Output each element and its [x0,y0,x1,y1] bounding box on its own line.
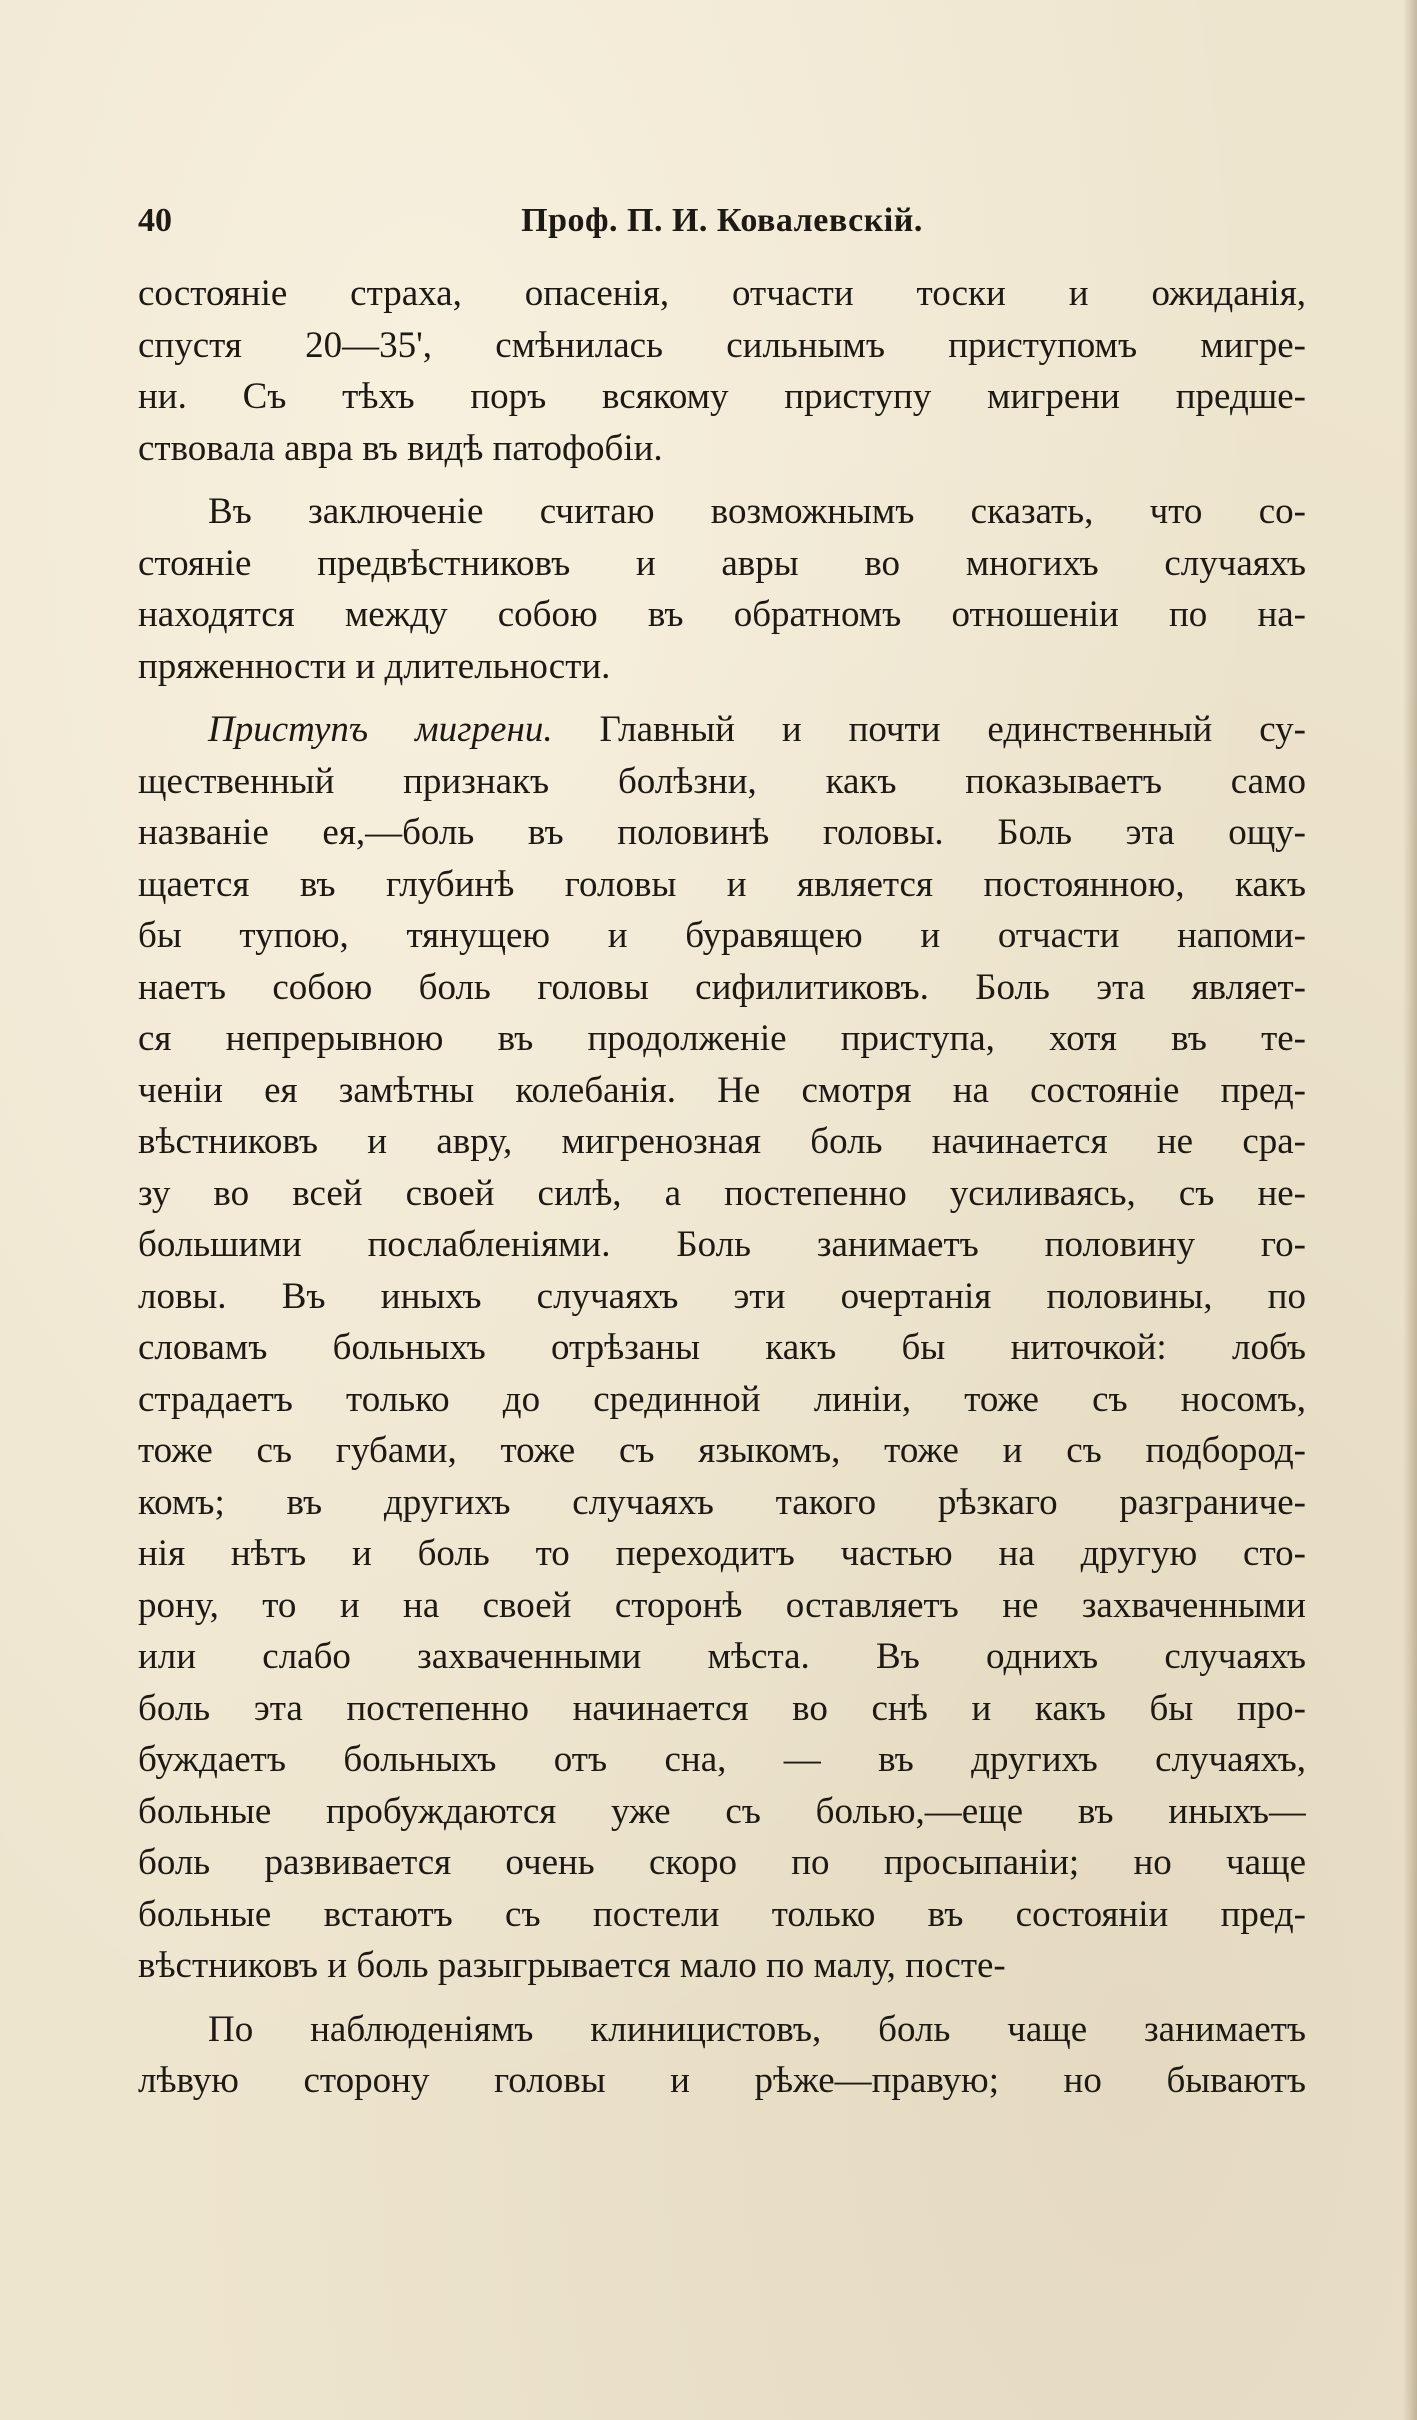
text-line: наетъ собою боль головы сифилитиковъ. Боль эта являет- [138,966,1306,1008]
paragraph-1 [138,268,1306,474]
paragraph-3 [138,704,1306,1992]
text-line: находятся между собою въ обратномъ отношеніи по на- [138,594,1306,635]
text-line: рону, то и на своей сторонѣ оставляетъ не захваченными [138,1584,1306,1626]
text-line: зу во всей своей силѣ, а постепенно усиливаясь, съ не- [138,1172,1306,1214]
text-line: ченіи ея замѣтны колебанія. Не смотря на состояніе пред- [138,1069,1306,1111]
running-head: Проф. П. И. Ковалевскій. [521,202,923,239]
paragraph-4 [138,2004,1306,2107]
text-line: или слабо захваченными мѣста. Въ однихъ случаяхъ [138,1636,1306,1677]
text-line: пряженности и длительности. [138,645,611,687]
text-line: названіе ея,—боль въ половинѣ головы. Боль эта ощу- [138,812,1306,853]
text-line: стояніе предвѣстниковъ и авры во многихъ случаяхъ [138,542,1306,584]
text-line: ни. Съ тѣхъ поръ всякому приступу мигрени предше- [138,376,1306,417]
lead-text: Главный и почти единственный су- [552,709,1306,750]
text-line: боль развивается очень скоро по просыпаніи; но чаще [138,1842,1306,1883]
text-line: буждаетъ больныхъ отъ сна, — въ другихъ случаяхъ, [138,1739,1306,1780]
text-line: вѣстниковъ и боль разыгрывается мало по малу, посте- [138,1945,1006,1986]
text-line: Въ заключеніе считаю возможнымъ сказать, что со- [208,491,1306,532]
page-edge-shadow [1403,0,1417,2420]
page-number: 40 [138,202,172,239]
text-line: словамъ больныхъ отрѣзаны какъ бы ниточкой: лобъ [138,1327,1306,1368]
text-line: По наблюденіямъ клиницистовъ, боль чаще занимаетъ [208,2008,1306,2050]
text-line: ствовала авра въ видѣ патофобіи. [138,427,663,469]
text-line: состояніе страха, опасенія, отчасти тоски и ожиданія, [138,273,1306,314]
text-line: тоже съ губами, тоже съ языкомъ, тоже и съ подбород- [138,1430,1306,1471]
text-line: большими послабленіями. Боль занимаетъ половину го- [138,1224,1306,1265]
page-header [138,196,1306,246]
text-line-lead [138,704,1306,756]
paragraph-2 [138,486,1306,692]
text-line: комъ; въ другихъ случаяхъ такого рѣзкаго разграниче- [138,1481,1306,1523]
text-line: страдаетъ только до срединной линіи, тоже съ носомъ, [138,1378,1306,1420]
section-heading-italic: Приступъ мигрени. [208,709,553,750]
text-line: щественный признакъ болѣзни, какъ показываетъ само [138,760,1306,802]
text-line: щается въ глубинѣ головы и является постоянною, какъ [138,863,1306,905]
text-line: больные пробуждаются уже съ болью,—еще въ иныхъ— [138,1790,1306,1832]
text-line: нія нѣтъ и боль то переходитъ частью на другую сто- [138,1533,1306,1574]
text-line: спустя 20—35', смѣнилась сильнымъ приступомъ мигре- [138,324,1306,366]
text-line: лѣвую сторону головы и рѣже—правую; но бываютъ [138,2060,1306,2101]
text-line: вѣстниковъ и авру, мигренозная боль начинается не сра- [138,1121,1306,1162]
body-text [138,268,1306,2107]
text-line: бы тупою, тянущею и буравящею и отчасти напоми- [138,915,1306,956]
text-line: ся непрерывною въ продолженіе приступа, хотя въ те- [138,1018,1306,1059]
text-line: больные встаютъ съ постели только въ состояніи пред- [138,1893,1306,1935]
text-line: боль эта постепенно начинается во снѣ и какъ бы про- [138,1687,1306,1729]
text-line: ловы. Въ иныхъ случаяхъ эти очертанія половины, по [138,1275,1306,1317]
